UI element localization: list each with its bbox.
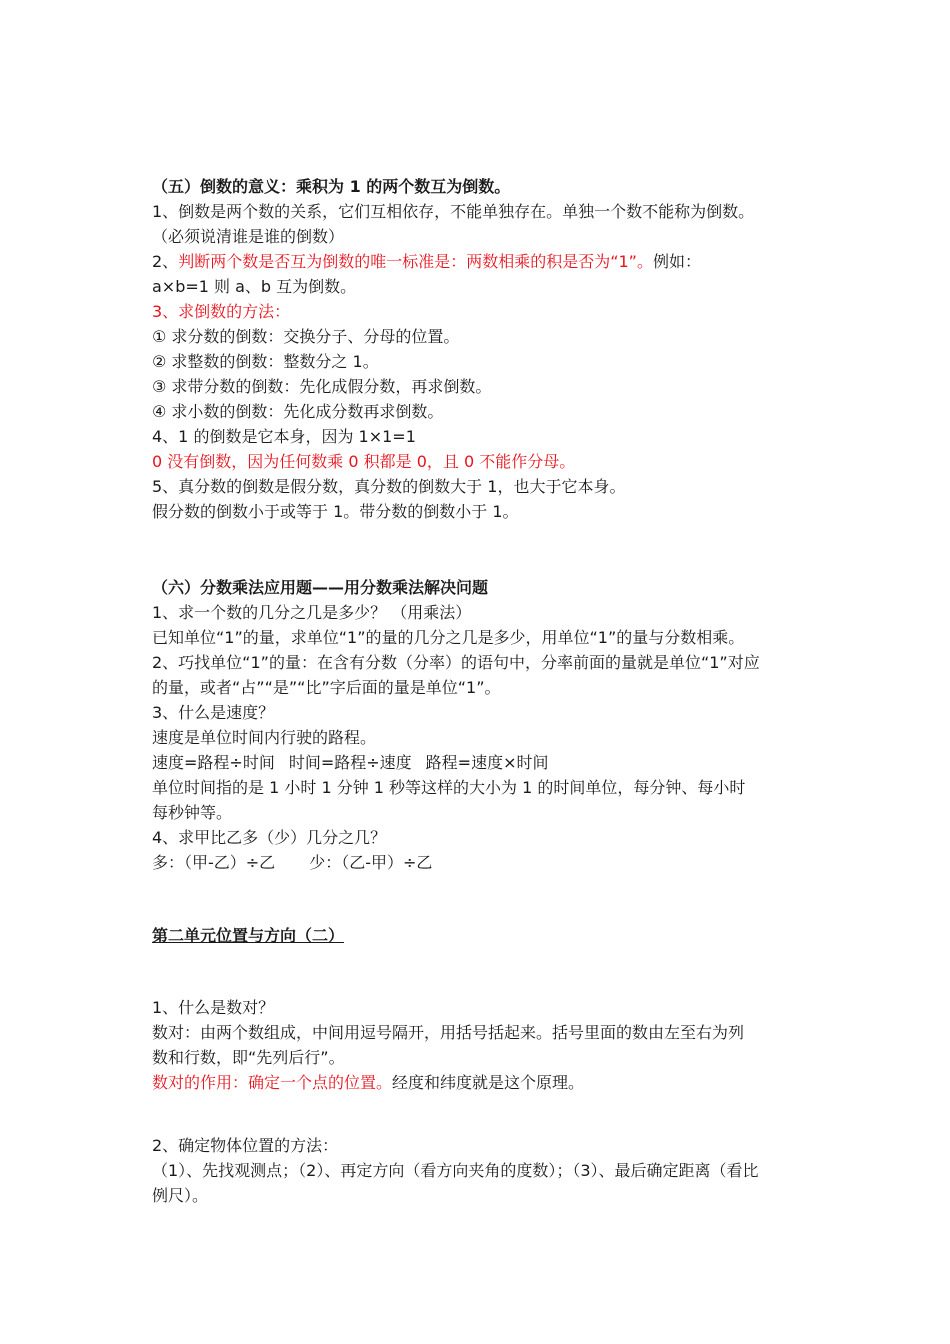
- section6-item-3b: 速度是单位时间内行驶的路程。: [152, 728, 377, 747]
- section5-item-4: 4、1 的倒数是它本身，因为 1×1=1: [152, 427, 416, 446]
- more-less-formulas: [152, 850, 812, 875]
- unit2-item-1b: 数对：由两个数组成，中间用逗号隔开，用括号括起来。括号里面的数由左至右为列: [152, 1023, 745, 1042]
- section6-item-1b: 已知单位“1”的量，求单位“1”的量的几分之几是多少，用单位“1”的量与分数相乘。: [152, 628, 745, 647]
- section5-method-1: ① 求分数的倒数：交换分子、分母的位置。: [152, 327, 460, 346]
- section6-item-3d: 每秒钟等。: [152, 803, 233, 822]
- speed-formulas: [152, 750, 812, 775]
- section5-item-1-note: （必须说清谁是谁的倒数）: [152, 227, 345, 246]
- unit2-item-1d-rule: 数对的作用：确定一个点的位置。: [152, 1073, 393, 1092]
- section5-item-3: 3、求倒数的方法：: [152, 302, 291, 321]
- formula-time: 时间=路程÷速度: [288, 753, 412, 772]
- unit2-title: 第二单元位置与方向（二）: [152, 926, 345, 945]
- unit2-item-1d: [152, 1070, 812, 1095]
- formula-less: 少：（乙-甲）÷乙: [309, 853, 433, 872]
- section5-method-2: ② 求整数的倒数：整数分之 1。: [152, 352, 379, 371]
- formula-speed: 速度=路程÷时间: [152, 753, 275, 772]
- section5-item-2: [152, 249, 812, 274]
- section5-item-2-suffix: 例如：: [652, 252, 701, 271]
- section6-title: （六）分数乘法应用题——用分数乘法解决问题: [152, 578, 489, 597]
- unit2-item-2c: 例尺）。: [152, 1186, 209, 1205]
- unit2-item-1: 1、什么是数对？: [152, 998, 275, 1017]
- formula-more: 多：（甲-乙）÷乙: [152, 853, 276, 872]
- section6-item-1: 1、求一个数的几分之几是多少？ （用乘法）: [152, 603, 472, 622]
- section6-item-2: 2、巧找单位“1”的量：在含有分数（分率）的语句中，分率前面的量就是单位“1”对应: [152, 653, 760, 672]
- formula-distance: 路程=速度×时间: [425, 753, 549, 772]
- section5-item-5: 5、真分数的倒数是假分数，真分数的倒数大于 1，也大于它本身。: [152, 477, 626, 496]
- section5-item-1: 1、倒数是两个数的关系，它们互相依存，不能单独存在。单独一个数不能称为倒数。: [152, 202, 755, 221]
- section5-method-4: ④ 求小数的倒数：先化成分数再求倒数。: [152, 402, 444, 421]
- unit2-item-2: 2、确定物体位置的方法：: [152, 1136, 339, 1155]
- section5-item-2-rule: 判断两个数是否互为倒数的唯一标准是：两数相乘的积是否为“1”。: [178, 252, 653, 271]
- section6-item-2b: 的量，或者“占”“是”“比”字后面的量是单位“1”。: [152, 678, 501, 697]
- unit2-item-2b: （1）、先找观测点；（2）、再定方向（看方向夹角的度数）；（3）、最后确定距离（看比: [152, 1161, 759, 1180]
- document-page: [152, 174, 812, 1208]
- section5-title: （五）倒数的意义：乘积为 1 的两个数互为倒数。: [152, 177, 511, 196]
- section5-item-4-zero: 0 没有倒数，因为任何数乘 0 积都是 0，且 0 不能作分母。: [152, 452, 576, 471]
- section6-item-3: 3、什么是速度？: [152, 703, 275, 722]
- section5-method-3: ③ 求带分数的倒数：先化成假分数，再求倒数。: [152, 377, 492, 396]
- section5-item-2-prefix: 2、: [152, 252, 179, 271]
- section6-item-3c: 单位时间指的是 1 小时 1 分钟 1 秒等这样的大小为 1 的时间单位，每分钟、每小时: [152, 778, 746, 797]
- unit2-item-1c: 数和行数，即“先列后行”。: [152, 1048, 345, 1067]
- section6-item-4: 4、求甲比乙多（少）几分之几？: [152, 828, 387, 847]
- section5-item-2-example: a×b=1 则 a、b 互为倒数。: [152, 277, 357, 296]
- section5-item-5b: 假分数的倒数小于或等于 1。带分数的倒数小于 1。: [152, 502, 519, 521]
- unit2-item-1d-suffix: 经度和纬度就是这个原理。: [392, 1073, 585, 1092]
